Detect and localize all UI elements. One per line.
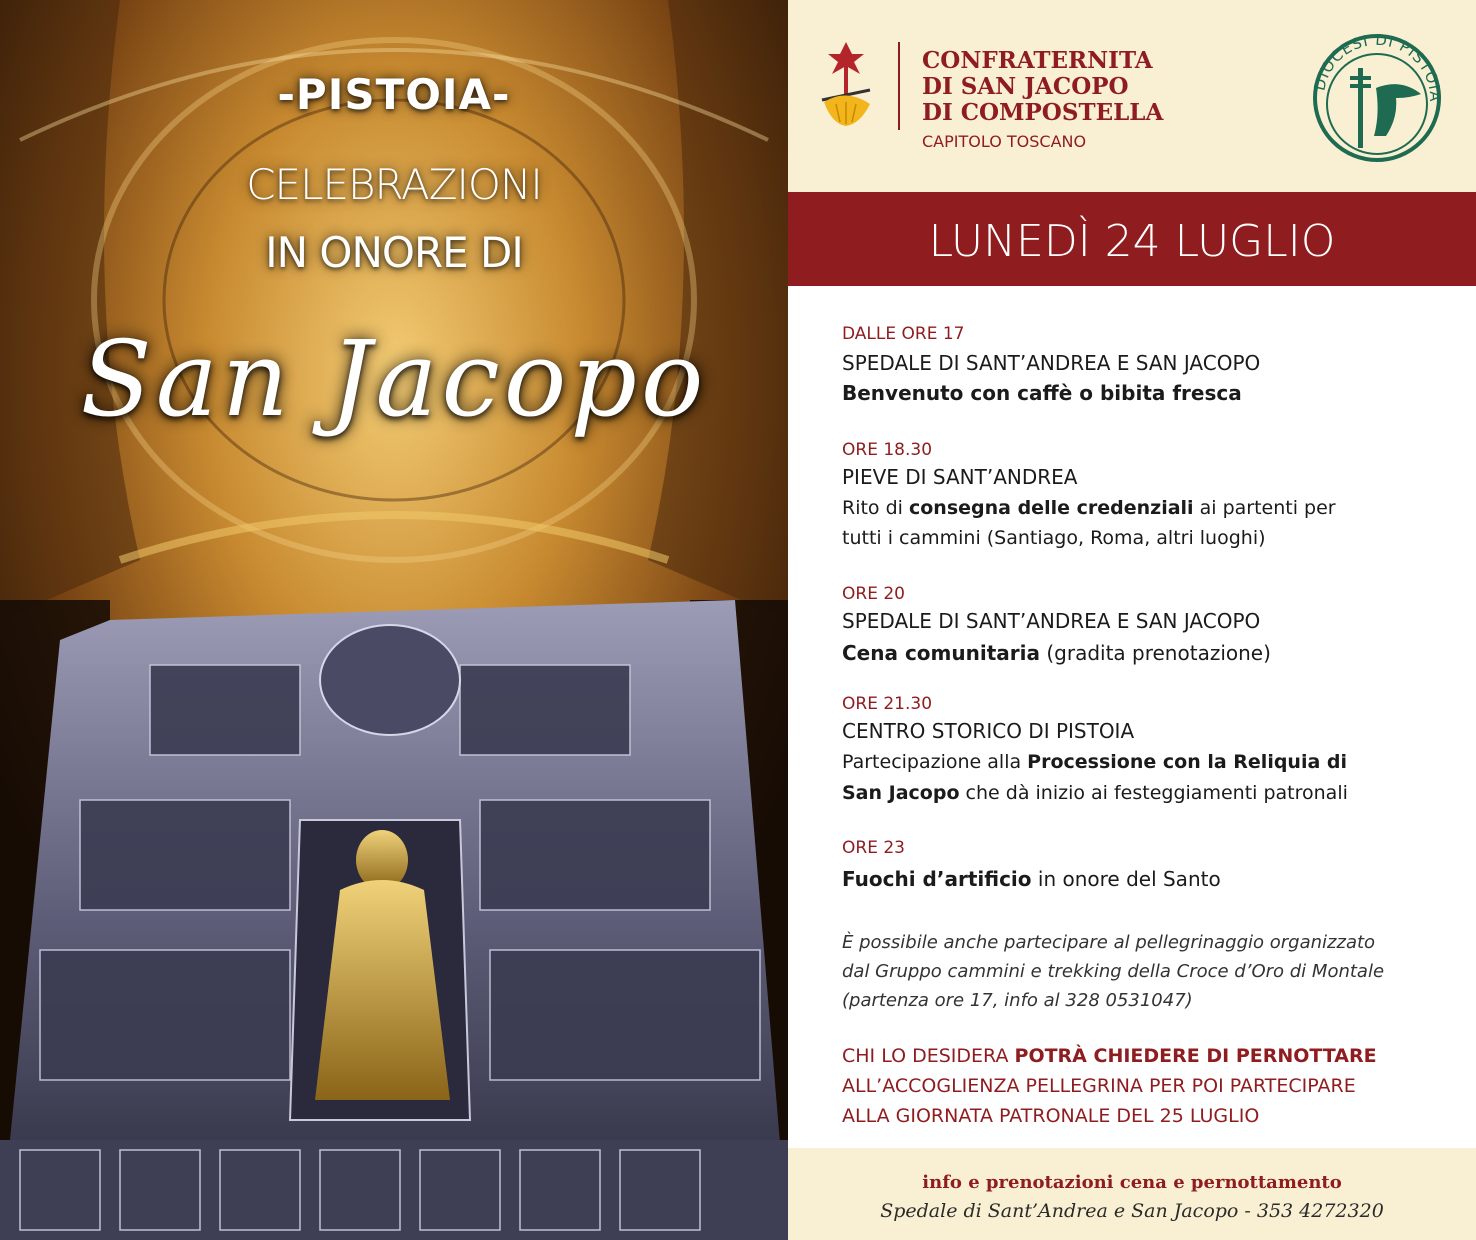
- event-description-line-2: tutti i cammini (Santiago, Roma, altri luoghi): [842, 527, 1266, 549]
- divider: [898, 42, 900, 130]
- event-time: ORE 23: [842, 838, 905, 858]
- contact-line: Spedale di Sant’Andrea e San Jacopo - 353 4272320: [880, 1200, 1384, 1222]
- pilgrimage-note-line-3: (partenza ore 17, info al 328 0531047): [842, 990, 1193, 1011]
- event-description: Fuochi d’artificio in onore del Santo: [842, 867, 1221, 891]
- event-description: Cena comunitaria (gradita prenotazione): [842, 641, 1271, 665]
- event-description: Partecipazione alla Processione con la Reliquia di: [842, 751, 1348, 773]
- event-time: ORE 18.30: [842, 440, 933, 460]
- city-title: -PISTOIA-: [277, 70, 511, 119]
- event-time: ORE 21.30: [842, 694, 933, 714]
- organization-name: [922, 48, 1163, 126]
- event-time: ORE 20: [842, 584, 905, 604]
- program: [788, 286, 1476, 1148]
- event-place: CENTRO STORICO DI PISTOIA: [842, 719, 1135, 743]
- header: [788, 0, 1476, 192]
- event-description: Benvenuto con caffè o bibita fresca: [842, 381, 1242, 405]
- event-place: PIEVE DI SANT’ANDREA: [842, 465, 1078, 489]
- confraternity-logo-icon: [816, 40, 876, 130]
- date-banner: [788, 192, 1476, 286]
- org-line-3: DI COMPOSTELLA: [922, 99, 1164, 126]
- diocese-logo-icon: [1306, 18, 1448, 166]
- overnight-line-3: ALLA GIORNATA PATRONALE DEL 25 LUGLIO: [842, 1105, 1260, 1127]
- event-time: DALLE ORE 17: [842, 324, 965, 344]
- event-description: Rito di consegna delle credenziali ai partenti per: [842, 497, 1336, 519]
- chapter-name: CAPITOLO TOSCANO: [922, 132, 1087, 151]
- celebration-line-2: IN ONORE DI: [265, 228, 523, 277]
- pilgrimage-note-line-1: È possibile anche partecipare al pellegrinaggio organizzato: [842, 932, 1376, 953]
- overnight-line-1: CHI LO DESIDERA POTRÀ CHIEDERE DI PERNOTTARE: [842, 1045, 1377, 1067]
- info-heading: info e prenotazioni cena e pernottamento: [922, 1172, 1342, 1193]
- event-place: SPEDALE DI SANT’ANDREA E SAN JACOPO: [842, 609, 1261, 633]
- event-description-line-2: San Jacopo che dà inizio ai festeggiamenti patronali: [842, 782, 1348, 804]
- diocese-logo-text: DIOCESI DI PISTOIA: [1310, 30, 1445, 103]
- celebration-line-1: CELEBRAZIONI: [246, 160, 542, 209]
- org-line-2: DI SAN JACOPO: [922, 73, 1129, 100]
- saint-title: San Jacopo: [80, 318, 708, 440]
- org-line-1: CONFRATERNITA: [922, 47, 1153, 74]
- overnight-line-2: ALL’ACCOGLIENZA PELLEGRINA PER POI PARTECIPARE: [842, 1075, 1356, 1097]
- event-date: LUNEDÌ 24 LUGLIO: [928, 216, 1336, 267]
- pilgrimage-note-line-2: dal Gruppo cammini e trekking della Croce d’Oro di Montale: [842, 961, 1385, 982]
- event-place: SPEDALE DI SANT’ANDREA E SAN JACOPO: [842, 351, 1261, 375]
- footer: [788, 1148, 1476, 1240]
